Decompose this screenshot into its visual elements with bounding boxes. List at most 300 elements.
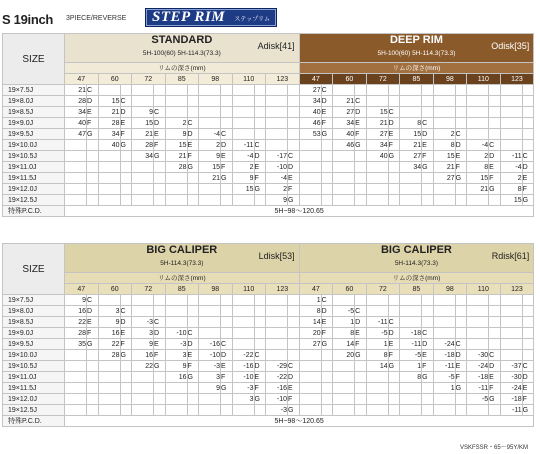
offset-value: 15 <box>366 107 388 118</box>
table-row <box>3 118 534 129</box>
offset-grade <box>522 328 534 339</box>
offset-value <box>366 372 388 383</box>
offset-grade: E <box>355 328 367 339</box>
offset-value <box>500 295 522 306</box>
offset-grade <box>355 85 367 96</box>
offset-grade <box>422 383 434 394</box>
group-pcd: 5H-114.3(73.3) <box>394 260 439 267</box>
offset-grade: D <box>120 317 132 328</box>
special-pcd-label: 特殊P.C.D. <box>3 206 65 217</box>
offset-grade: E <box>455 361 467 372</box>
table-row <box>3 339 534 350</box>
size-cell: 19×8.0J <box>3 96 65 107</box>
offset-value <box>232 317 254 328</box>
offset-value: 40 <box>333 129 355 140</box>
offset-grade: F <box>388 140 400 151</box>
offset-grade <box>422 394 434 405</box>
offset-value: 28 <box>98 118 120 129</box>
offset-value <box>400 405 422 416</box>
offset-value <box>366 306 388 317</box>
offset-grade <box>355 151 367 162</box>
offset-value: -11 <box>232 140 254 151</box>
offset-grade <box>120 151 132 162</box>
offset-value <box>65 140 87 151</box>
offset-value <box>232 118 254 129</box>
offset-value: 27 <box>433 173 455 184</box>
offset-value <box>165 405 187 416</box>
offset-grade <box>254 107 266 118</box>
offset-grade: G <box>489 394 501 405</box>
offset-value: -11 <box>433 361 455 372</box>
offset-value <box>299 184 321 195</box>
offset-grade <box>388 295 400 306</box>
offset-value: 15 <box>199 162 221 173</box>
offset-value <box>165 173 187 184</box>
offset-value <box>366 405 388 416</box>
offset-value: 9 <box>132 339 154 350</box>
offset-grade <box>187 383 199 394</box>
offset-value <box>299 140 321 151</box>
offset-value: 28 <box>65 96 87 107</box>
offset-grade <box>321 140 333 151</box>
offset-value: 28 <box>98 350 120 361</box>
offset-grade <box>355 173 367 184</box>
offset-grade <box>221 96 233 107</box>
offset-value: 40 <box>98 140 120 151</box>
offset-grade: F <box>120 129 132 140</box>
rim-depth-column: 85 <box>400 284 434 295</box>
offset-value <box>232 96 254 107</box>
offset-value <box>467 129 489 140</box>
offset-value <box>132 195 154 206</box>
offset-value <box>266 306 288 317</box>
offset-value <box>266 328 288 339</box>
offset-grade: E <box>489 372 501 383</box>
offset-grade: F <box>455 162 467 173</box>
offset-grade: F <box>288 394 300 405</box>
group-name: BIG CALIPER <box>380 244 452 256</box>
offset-grade: G <box>87 129 99 140</box>
offset-grade <box>288 295 300 306</box>
offset-value <box>333 295 355 306</box>
offset-value <box>500 85 522 96</box>
offset-value <box>299 151 321 162</box>
size-header: SIZE <box>3 244 65 295</box>
offset-value: -22 <box>266 372 288 383</box>
offset-value: 15 <box>165 140 187 151</box>
offset-value: 1 <box>433 383 455 394</box>
offset-value <box>500 118 522 129</box>
offset-value: 8 <box>366 350 388 361</box>
table-row <box>3 372 534 383</box>
offset-value: 8 <box>500 184 522 195</box>
offset-grade <box>120 173 132 184</box>
size-cell: 19×8.0J <box>3 306 65 317</box>
offset-grade: E <box>221 361 233 372</box>
offset-value <box>299 350 321 361</box>
wheel-table-standard-deep <box>2 33 534 217</box>
offset-value: 21 <box>400 140 422 151</box>
offset-grade <box>355 361 367 372</box>
offset-grade <box>288 140 300 151</box>
offset-value: -18 <box>467 372 489 383</box>
offset-grade: C <box>187 118 199 129</box>
offset-grade <box>388 306 400 317</box>
offset-value: 34 <box>132 151 154 162</box>
offset-grade <box>422 107 434 118</box>
offset-value <box>132 85 154 96</box>
offset-value: -4 <box>467 140 489 151</box>
offset-grade: E <box>522 383 534 394</box>
offset-value <box>333 405 355 416</box>
offset-value <box>232 306 254 317</box>
offset-value <box>132 162 154 173</box>
offset-grade <box>522 350 534 361</box>
offset-grade: G <box>388 361 400 372</box>
offset-value <box>400 107 422 118</box>
offset-value: 1 <box>366 339 388 350</box>
offset-value: -5 <box>400 350 422 361</box>
offset-value: -3 <box>266 405 288 416</box>
size-cell: 19×8.5J <box>3 107 65 118</box>
size-cell: 19×12.5J <box>3 195 65 206</box>
offset-value: 27 <box>400 151 422 162</box>
offset-value: 3 <box>132 328 154 339</box>
offset-value <box>299 361 321 372</box>
offset-grade <box>355 295 367 306</box>
offset-grade <box>522 129 534 140</box>
offset-grade <box>187 107 199 118</box>
table-row <box>3 306 534 317</box>
offset-value <box>266 107 288 118</box>
offset-grade: F <box>87 118 99 129</box>
rim-depth-column: 123 <box>500 74 534 85</box>
rim-depth-column: 110 <box>467 284 501 295</box>
offset-grade: E <box>455 151 467 162</box>
offset-value: -30 <box>467 350 489 361</box>
offset-grade: C <box>187 328 199 339</box>
offset-value <box>232 107 254 118</box>
offset-value <box>199 394 221 405</box>
offset-value <box>266 350 288 361</box>
offset-grade <box>355 184 367 195</box>
offset-grade: G <box>254 394 266 405</box>
offset-value <box>366 173 388 184</box>
offset-grade: C <box>221 339 233 350</box>
offset-value <box>65 361 87 372</box>
offset-grade <box>455 195 467 206</box>
offset-grade <box>422 195 434 206</box>
offset-value <box>132 96 154 107</box>
offset-value <box>199 96 221 107</box>
size-cell: 19×11.0J <box>3 162 65 173</box>
offset-value <box>98 85 120 96</box>
table-row <box>3 107 534 118</box>
offset-value <box>333 361 355 372</box>
offset-grade: D <box>355 317 367 328</box>
offset-value <box>165 306 187 317</box>
offset-value: 3 <box>232 394 254 405</box>
offset-grade: C <box>455 129 467 140</box>
offset-value <box>266 96 288 107</box>
offset-grade <box>87 184 99 195</box>
offset-value <box>165 383 187 394</box>
offset-grade <box>120 372 132 383</box>
offset-grade <box>120 85 132 96</box>
offset-grade <box>321 361 333 372</box>
offset-grade <box>187 317 199 328</box>
offset-value <box>299 383 321 394</box>
offset-value: -10 <box>266 162 288 173</box>
table-row <box>3 295 534 306</box>
size-cell: 19×11.0J <box>3 372 65 383</box>
offset-grade <box>154 306 166 317</box>
offset-value <box>400 383 422 394</box>
rim-depth-column: 85 <box>400 74 434 85</box>
offset-grade <box>355 405 367 416</box>
offset-grade <box>288 96 300 107</box>
offset-grade: D <box>422 129 434 140</box>
offset-value: -4 <box>232 151 254 162</box>
offset-grade: C <box>120 306 132 317</box>
offset-value: 8 <box>400 372 422 383</box>
offset-value <box>266 118 288 129</box>
offset-value <box>467 339 489 350</box>
rim-depth-column: 60 <box>333 284 367 295</box>
offset-grade <box>489 317 501 328</box>
offset-grade: D <box>87 96 99 107</box>
offset-grade <box>355 394 367 405</box>
group-name: DEEP RIM <box>389 34 443 46</box>
offset-value: 9 <box>132 107 154 118</box>
offset-value <box>366 295 388 306</box>
rim-depth-column: 60 <box>98 284 132 295</box>
offset-value: 14 <box>299 317 321 328</box>
size-cell: 19×12.0J <box>3 184 65 195</box>
offset-grade <box>489 405 501 416</box>
offset-grade <box>388 173 400 184</box>
offset-value <box>165 317 187 328</box>
table-row <box>3 350 534 361</box>
offset-grade: D <box>221 140 233 151</box>
offset-value: -10 <box>199 350 221 361</box>
offset-grade: C <box>87 85 99 96</box>
offset-value <box>65 350 87 361</box>
offset-value <box>232 195 254 206</box>
offset-value: 34 <box>400 162 422 173</box>
offset-value: 21 <box>165 151 187 162</box>
offset-value <box>132 394 154 405</box>
offset-grade <box>288 129 300 140</box>
offset-value: -11 <box>500 405 522 416</box>
offset-value <box>500 140 522 151</box>
offset-grade <box>254 328 266 339</box>
group-header <box>299 244 534 273</box>
size-cell: 19×9.5J <box>3 339 65 350</box>
offset-value: 34 <box>299 96 321 107</box>
offset-grade: C <box>522 151 534 162</box>
table-row <box>3 328 534 339</box>
offset-grade: G <box>455 173 467 184</box>
offset-grade <box>154 405 166 416</box>
rim-depth-column: 98 <box>199 284 233 295</box>
offset-value: 9 <box>266 195 288 206</box>
offset-grade <box>288 328 300 339</box>
rim-depth-label: リムの深さ(mm) <box>65 273 300 284</box>
offset-grade <box>388 96 400 107</box>
offset-grade <box>422 317 434 328</box>
offset-value: 47 <box>65 129 87 140</box>
offset-grade <box>288 317 300 328</box>
offset-value: 15 <box>467 173 489 184</box>
size-cell: 19×10.5J <box>3 361 65 372</box>
offset-grade: G <box>154 361 166 372</box>
offset-grade <box>489 118 501 129</box>
offset-grade: F <box>154 350 166 361</box>
offset-grade: D <box>388 118 400 129</box>
offset-value <box>65 195 87 206</box>
offset-value: 9 <box>65 295 87 306</box>
offset-grade <box>87 361 99 372</box>
offset-value: -3 <box>199 361 221 372</box>
offset-grade: G <box>489 184 501 195</box>
offset-value: 8 <box>433 140 455 151</box>
offset-grade: G <box>87 339 99 350</box>
offset-grade: D <box>221 350 233 361</box>
offset-grade: G <box>422 162 434 173</box>
wheel-table-big-caliper <box>2 243 534 427</box>
offset-value <box>366 96 388 107</box>
offset-grade <box>489 85 501 96</box>
offset-value <box>433 317 455 328</box>
group-disk: Adisk[41] <box>257 41 295 51</box>
offset-grade <box>87 350 99 361</box>
offset-grade <box>154 394 166 405</box>
offset-value <box>467 328 489 339</box>
offset-grade: C <box>388 317 400 328</box>
offset-grade: D <box>254 361 266 372</box>
offset-grade: C <box>355 96 367 107</box>
offset-grade <box>455 85 467 96</box>
offset-grade <box>422 184 434 195</box>
offset-value: -37 <box>500 361 522 372</box>
group-disk: Odisk[35] <box>491 41 530 51</box>
offset-grade <box>221 118 233 129</box>
offset-value: 40 <box>65 118 87 129</box>
rim-depth-label: リムの深さ(mm) <box>65 63 300 74</box>
offset-grade: D <box>187 339 199 350</box>
offset-grade <box>120 162 132 173</box>
offset-grade <box>422 405 434 416</box>
offset-grade <box>355 383 367 394</box>
offset-value <box>132 405 154 416</box>
rim-depth-column: 110 <box>232 284 266 295</box>
offset-grade <box>321 195 333 206</box>
rim-depth-column: 123 <box>266 284 300 295</box>
offset-grade <box>221 184 233 195</box>
offset-grade <box>489 96 501 107</box>
offset-value <box>98 394 120 405</box>
offset-value <box>266 339 288 350</box>
offset-grade: C <box>422 118 434 129</box>
offset-value <box>98 372 120 383</box>
offset-value: -5 <box>333 306 355 317</box>
rim-depth-column: 72 <box>132 74 166 85</box>
table-row <box>3 394 534 405</box>
offset-grade: G <box>187 162 199 173</box>
offset-value: 15 <box>433 151 455 162</box>
offset-grade <box>355 372 367 383</box>
offset-grade: F <box>422 151 434 162</box>
offset-value <box>333 151 355 162</box>
offset-value: -30 <box>500 372 522 383</box>
offset-value: -18 <box>500 394 522 405</box>
offset-value: -24 <box>500 383 522 394</box>
offset-value <box>500 129 522 140</box>
offset-grade: G <box>321 339 333 350</box>
offset-grade: F <box>321 328 333 339</box>
offset-grade: C <box>254 140 266 151</box>
offset-value <box>500 328 522 339</box>
offset-grade: E <box>355 118 367 129</box>
offset-value: 28 <box>165 162 187 173</box>
offset-grade <box>522 107 534 118</box>
offset-grade: F <box>288 184 300 195</box>
offset-grade <box>187 96 199 107</box>
offset-grade <box>321 184 333 195</box>
offset-value: 46 <box>299 118 321 129</box>
offset-grade <box>254 405 266 416</box>
offset-grade <box>154 195 166 206</box>
offset-value <box>165 295 187 306</box>
size-cell: 19×11.5J <box>3 173 65 184</box>
offset-grade: E <box>422 140 434 151</box>
offset-value: 9 <box>199 383 221 394</box>
offset-value <box>500 339 522 350</box>
offset-grade: C <box>522 361 534 372</box>
offset-value: 21 <box>132 129 154 140</box>
offset-value <box>366 195 388 206</box>
offset-grade <box>120 184 132 195</box>
offset-grade: E <box>288 173 300 184</box>
size-cell: 19×9.5J <box>3 129 65 140</box>
offset-value <box>400 173 422 184</box>
offset-value <box>467 118 489 129</box>
offset-value: 21 <box>333 96 355 107</box>
offset-grade <box>87 195 99 206</box>
table-row <box>3 151 534 162</box>
offset-grade <box>489 129 501 140</box>
offset-value: 8 <box>333 328 355 339</box>
offset-grade: E <box>120 328 132 339</box>
rim-depth-column: 60 <box>98 74 132 85</box>
offset-grade <box>455 96 467 107</box>
offset-value: 21 <box>199 173 221 184</box>
offset-grade: D <box>455 140 467 151</box>
rim-depth-label: リムの深さ(mm) <box>299 63 534 74</box>
offset-grade: D <box>489 361 501 372</box>
offset-grade <box>388 405 400 416</box>
offset-value: 27 <box>299 85 321 96</box>
offset-value <box>65 405 87 416</box>
offset-value <box>299 195 321 206</box>
table-row <box>3 96 534 107</box>
offset-grade: G <box>522 195 534 206</box>
special-pcd-row <box>3 416 534 427</box>
offset-value: -18 <box>433 350 455 361</box>
step-rim-logo <box>145 8 277 27</box>
offset-grade: E <box>288 383 300 394</box>
